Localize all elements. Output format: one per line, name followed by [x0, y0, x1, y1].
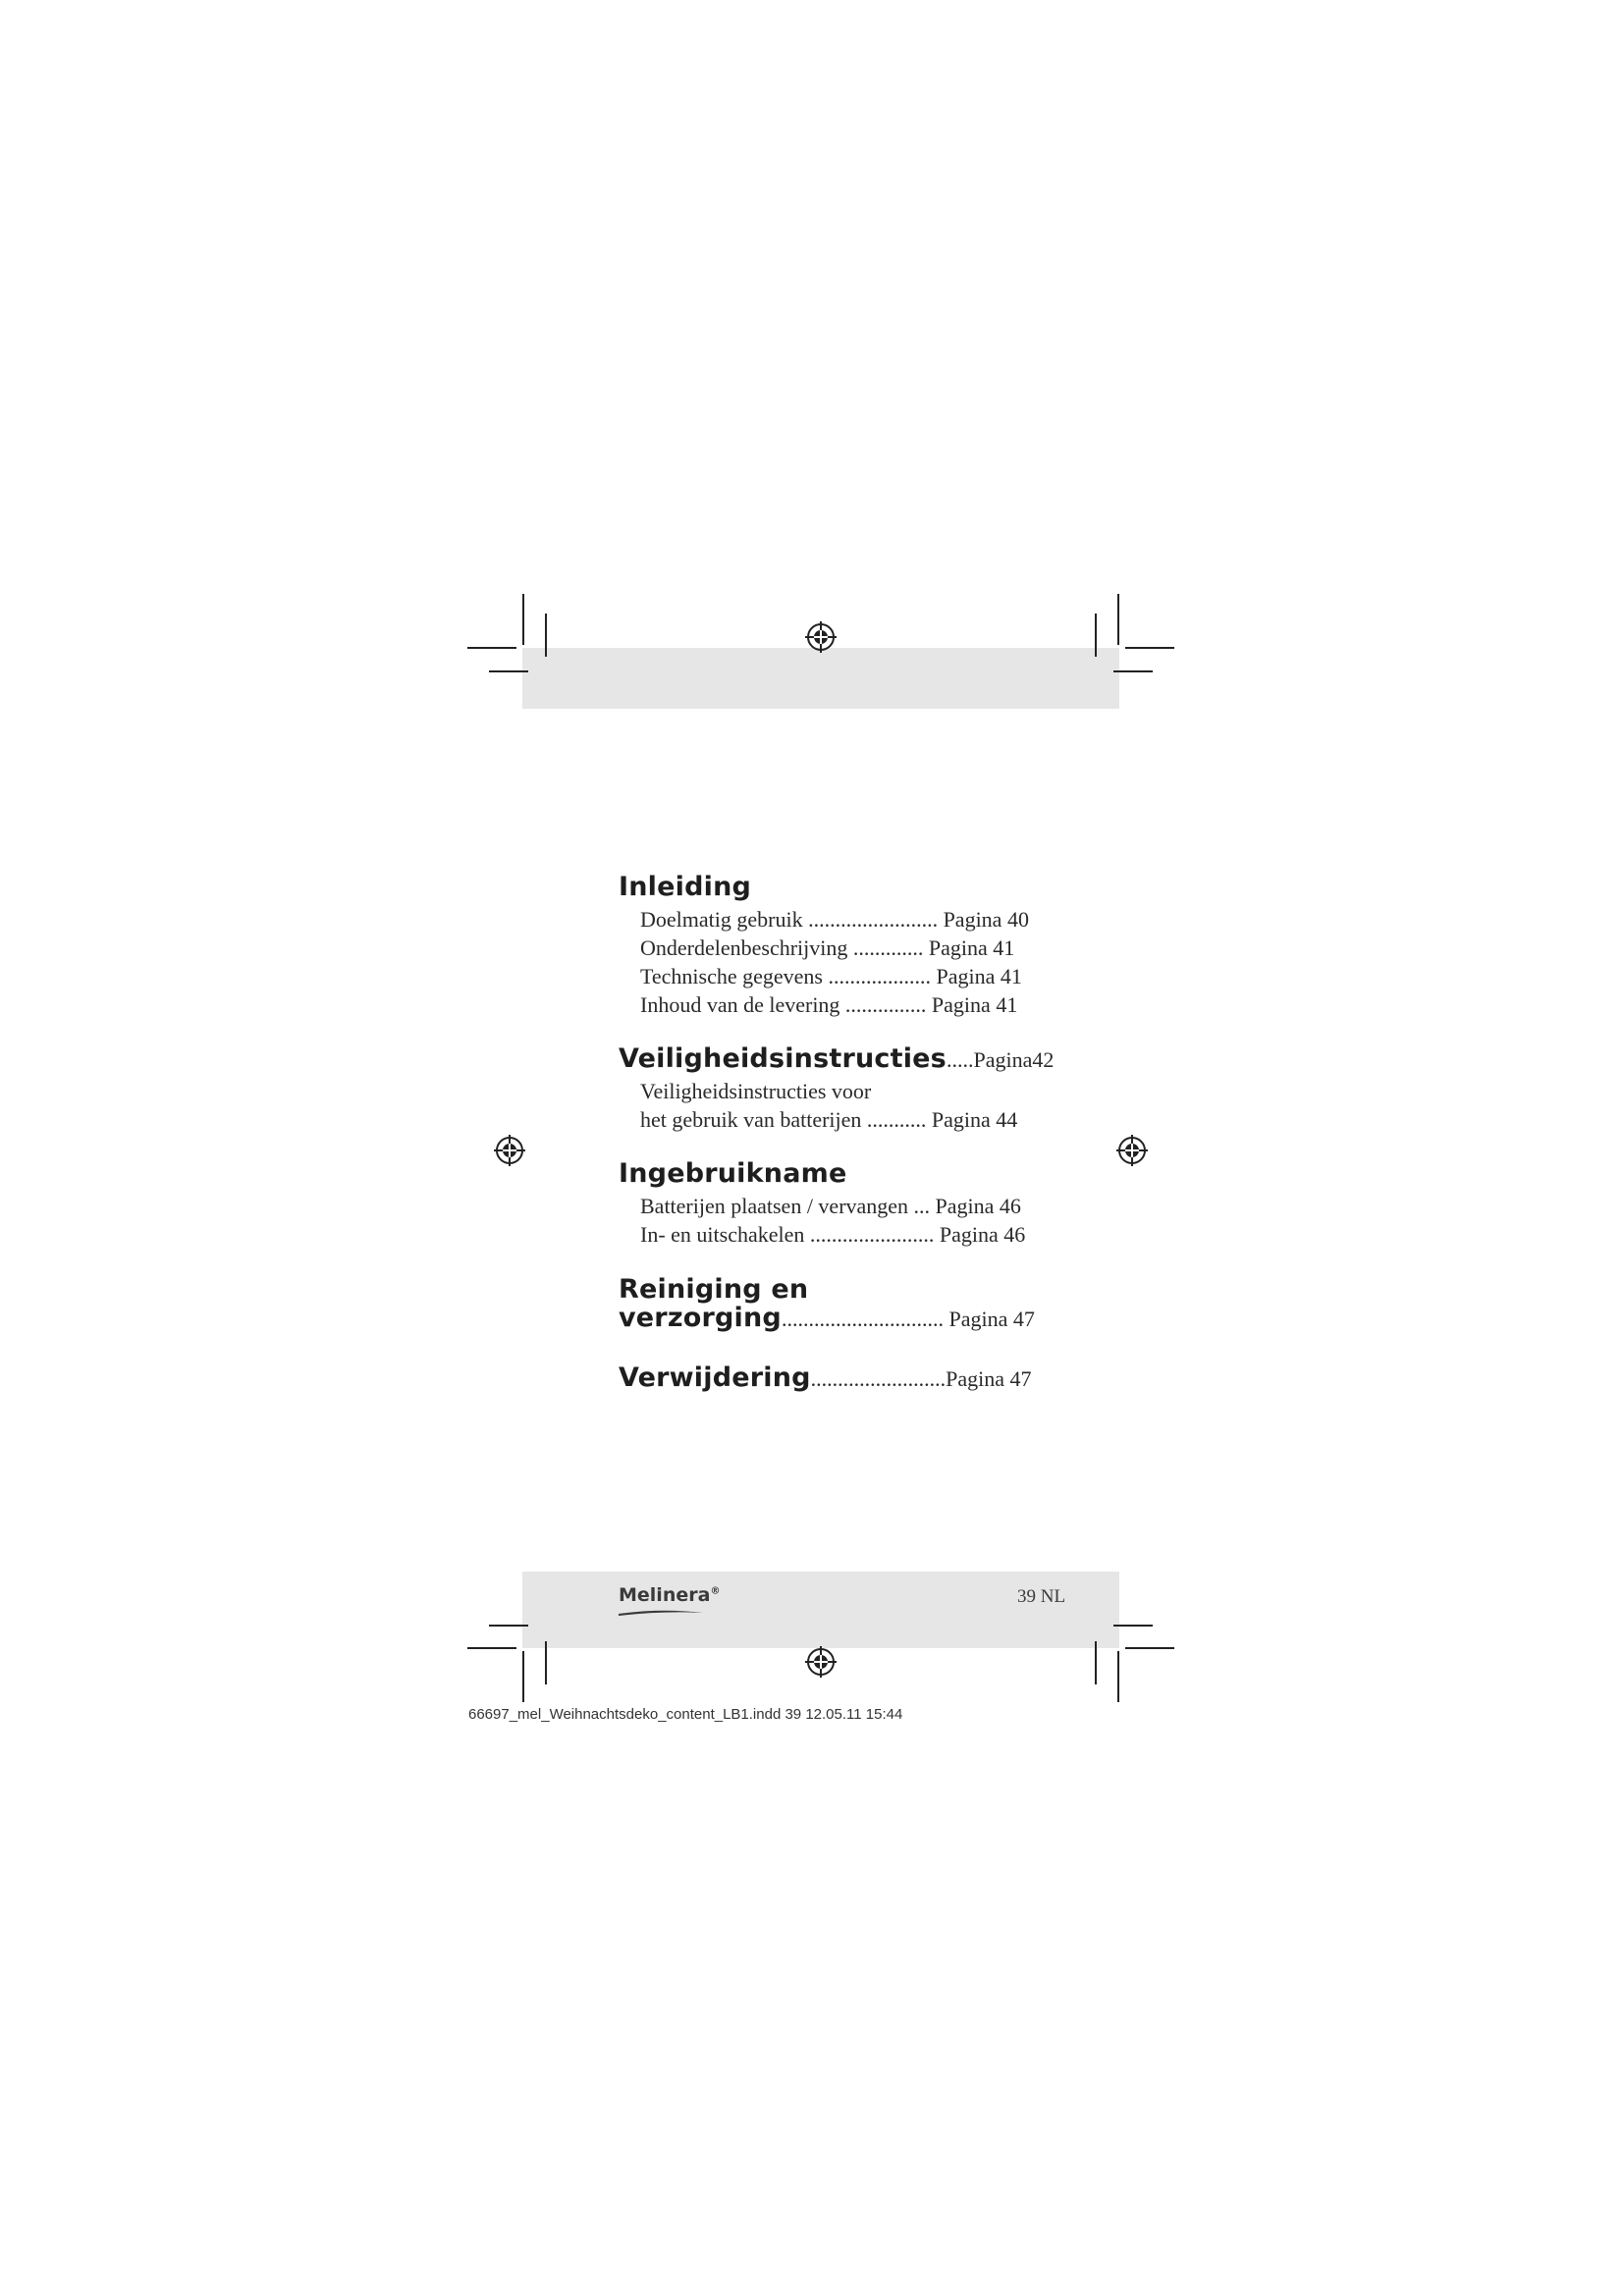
crop-mark [545, 1641, 547, 1684]
crop-mark [522, 594, 524, 645]
registration-mark-icon [804, 620, 838, 654]
crop-mark [1095, 1641, 1097, 1684]
bottom-band [522, 1572, 1119, 1648]
brand-swoosh-icon [617, 1608, 705, 1618]
crop-mark [1095, 614, 1097, 657]
brand-name: Melinera [619, 1584, 711, 1606]
section-heading: Inleiding [619, 872, 752, 902]
crop-mark [489, 670, 528, 672]
toc-entry[interactable]: Onderdelenbeschrijving ............. Pagina 41 [640, 935, 1015, 960]
toc-entry[interactable]: Batterijen plaatsen / vervangen ... Pagina 46 [640, 1194, 1021, 1218]
section-reiniging[interactable] [619, 1274, 1035, 1333]
section-heading: Verwijdering [619, 1362, 811, 1393]
crop-mark [522, 1651, 524, 1702]
crop-mark [489, 1625, 528, 1627]
brand-logo [619, 1584, 720, 1606]
section-veiligheidsinstructies[interactable] [619, 1043, 1054, 1074]
section-heading: Veiligheidsinstructies [619, 1043, 947, 1074]
crop-mark [467, 647, 516, 649]
section-page-ref: .........................Pagina 47 [810, 1366, 1032, 1391]
registration-mark-icon [493, 1134, 526, 1167]
toc-entry[interactable]: Doelmatig gebruik ........................ Pagina 40 [640, 907, 1029, 932]
toc-entry[interactable]: Technische gegevens ................... Pagina 41 [640, 964, 1022, 988]
crop-mark [1125, 1647, 1174, 1649]
crop-mark [1125, 647, 1174, 649]
section-verwijdering[interactable] [619, 1362, 1032, 1393]
brand-mark: ® [710, 1585, 721, 1597]
page-number: 39 NL [1017, 1586, 1066, 1607]
toc-entry[interactable]: het gebruik van batterijen ........... Pagina 44 [640, 1107, 1018, 1132]
registration-mark-icon [1115, 1134, 1149, 1167]
crop-mark [1117, 1651, 1119, 1702]
toc-entry[interactable]: Veiligheidsinstructies voor [640, 1079, 872, 1103]
section-page-ref: .............................. Pagina 47 [781, 1307, 1035, 1331]
crop-mark [467, 1647, 516, 1649]
top-band [522, 648, 1119, 709]
crop-mark [1113, 670, 1153, 672]
section-heading: Reiniging en [619, 1274, 809, 1305]
registration-mark-icon [804, 1645, 838, 1679]
crop-mark [545, 614, 547, 657]
toc-entry[interactable]: Inhoud van de levering ............... Pagina 41 [640, 992, 1018, 1017]
section-inleiding [619, 872, 751, 902]
section-page-ref: .....Pagina42 [946, 1047, 1055, 1072]
print-slug: 66697_mel_Weihnachtsdeko_content_LB1.indd 39 12.05.11 15:44 [468, 1706, 903, 1723]
toc-entry[interactable]: In- en uitschakelen ....................... Pagina 46 [640, 1222, 1026, 1247]
section-ingebruikname [619, 1158, 846, 1189]
crop-mark [1113, 1625, 1153, 1627]
crop-mark [1117, 594, 1119, 645]
section-heading: Ingebruikname [619, 1158, 847, 1189]
section-heading: verzorging [619, 1303, 782, 1333]
